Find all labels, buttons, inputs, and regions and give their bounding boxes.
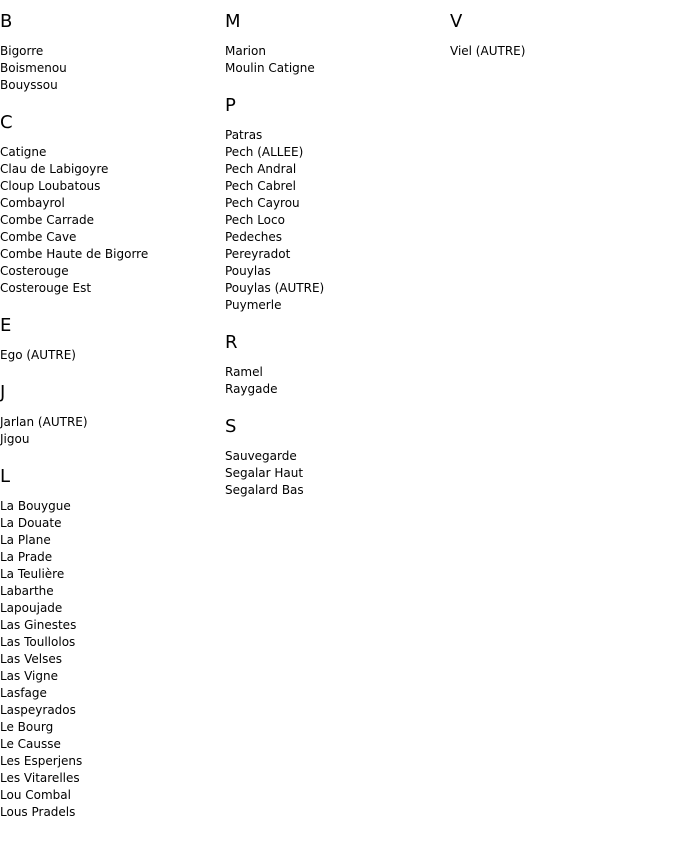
letter-heading-s: S [225, 416, 237, 437]
street-link[interactable]: Bouyssou [0, 78, 58, 92]
index-column-1 [0, 0, 225, 821]
list-item [0, 685, 225, 702]
list-item [225, 482, 450, 499]
list-item [0, 651, 225, 668]
street-link[interactable]: Lasfage [0, 686, 47, 700]
list-item [0, 212, 225, 229]
list-item [225, 161, 450, 178]
list-item [0, 178, 225, 195]
letter-group-r [225, 333, 450, 398]
list-item [225, 178, 450, 195]
street-link[interactable]: Pedeches [225, 230, 283, 244]
street-link[interactable]: Pech (ALLEE) [225, 145, 304, 159]
list-item [0, 263, 225, 280]
street-link[interactable]: Las Vigne [0, 669, 58, 683]
street-link[interactable]: La Plane [0, 533, 51, 547]
list-item [0, 515, 225, 532]
street-link[interactable]: Las Velses [0, 652, 62, 666]
list-item [0, 414, 225, 431]
street-link[interactable]: Labarthe [0, 584, 54, 598]
street-link[interactable]: Pech Cabrel [225, 179, 296, 193]
street-list [0, 414, 225, 448]
list-item [0, 736, 225, 753]
street-link[interactable]: Ramel [225, 365, 263, 379]
street-link[interactable]: Pech Cayrou [225, 196, 300, 210]
list-item [225, 364, 450, 381]
street-link[interactable]: Combe Carrade [0, 213, 94, 227]
list-item [225, 43, 450, 60]
street-link[interactable]: Las Ginestes [0, 618, 77, 632]
street-link[interactable]: Laspeyrados [0, 703, 76, 717]
letter-group-l [0, 467, 225, 821]
street-link[interactable]: Catigne [0, 145, 47, 159]
list-item [0, 431, 225, 448]
street-link[interactable]: Pech Andral [225, 162, 297, 176]
street-link[interactable]: Combe Haute de Bigorre [0, 247, 149, 261]
street-list [0, 498, 225, 821]
street-list [0, 347, 225, 364]
list-item [0, 566, 225, 583]
list-item [0, 804, 225, 821]
street-link[interactable]: Segalar Haut [225, 466, 304, 480]
list-item [0, 144, 225, 161]
street-link[interactable]: La Douate [0, 516, 62, 530]
street-link[interactable]: Pereyradot [225, 247, 291, 261]
letter-heading-p: P [225, 95, 236, 116]
list-item [0, 532, 225, 549]
list-item [0, 702, 225, 719]
street-link[interactable]: Pouylas (AUTRE) [225, 281, 325, 295]
street-link[interactable]: Les Esperjens [0, 754, 83, 768]
street-list [0, 43, 225, 94]
letter-group-e [0, 316, 225, 364]
list-item [0, 770, 225, 787]
street-link[interactable]: Pech Loco [225, 213, 285, 227]
list-item [0, 229, 225, 246]
letter-heading-m: M [225, 11, 241, 32]
street-link[interactable]: Moulin Catigne [225, 61, 315, 75]
street-link[interactable]: Clau de Labigoyre [0, 162, 109, 176]
street-list [450, 43, 675, 60]
list-item [0, 583, 225, 600]
letter-group-v [450, 12, 675, 60]
list-item [0, 600, 225, 617]
list-item [225, 144, 450, 161]
letter-heading-b: B [0, 11, 13, 32]
list-item [0, 787, 225, 804]
street-link[interactable]: Boismenou [0, 61, 67, 75]
list-item [225, 127, 450, 144]
street-link[interactable]: La Teulière [0, 567, 65, 581]
letter-group-b [0, 12, 225, 94]
letter-heading-c: C [0, 112, 13, 133]
street-link[interactable]: Lou Combal [0, 788, 71, 802]
letter-heading-e: E [0, 315, 12, 336]
list-item [0, 634, 225, 651]
street-link[interactable]: Pouylas [225, 264, 271, 278]
list-item [0, 719, 225, 736]
street-link[interactable]: Le Bourg [0, 720, 54, 734]
index-column-3 [450, 0, 675, 60]
letter-heading-r: R [225, 332, 238, 353]
letter-heading-l: L [0, 466, 11, 487]
street-link[interactable]: Sauvegarde [225, 449, 297, 463]
street-list [225, 448, 450, 499]
street-link[interactable]: Costerouge Est [0, 281, 92, 295]
list-item [0, 347, 225, 364]
street-link[interactable]: Costerouge [0, 264, 69, 278]
street-link[interactable]: Bigorre [0, 44, 44, 58]
street-link[interactable]: Jigou [0, 432, 30, 446]
letter-heading-v: V [450, 11, 463, 32]
list-item [0, 498, 225, 515]
street-link[interactable]: Patras [225, 128, 263, 142]
index-column-2 [225, 0, 450, 499]
letter-heading-j: J [0, 382, 6, 403]
street-link[interactable]: Les Vitarelles [0, 771, 80, 785]
street-link[interactable]: Cloup Loubatous [0, 179, 101, 193]
street-link[interactable]: Combayrol [0, 196, 65, 210]
letter-group-j [0, 383, 225, 448]
list-item [0, 753, 225, 770]
list-item [0, 161, 225, 178]
list-item [225, 246, 450, 263]
street-link[interactable]: Puymerle [225, 298, 282, 312]
list-item [0, 60, 225, 77]
letter-group-s [225, 417, 450, 499]
list-item [0, 668, 225, 685]
list-item [225, 465, 450, 482]
list-item [225, 448, 450, 465]
list-item [225, 212, 450, 229]
letter-group-c [0, 113, 225, 297]
list-item [0, 195, 225, 212]
letter-group-m [225, 12, 450, 77]
street-link[interactable]: Segalard Bas [225, 483, 304, 497]
list-item [0, 246, 225, 263]
street-list [0, 144, 225, 297]
list-item [0, 617, 225, 634]
list-item [0, 43, 225, 60]
street-list [225, 43, 450, 77]
list-item [0, 549, 225, 566]
street-link[interactable]: Lous Pradels [0, 805, 76, 819]
list-item [0, 280, 225, 297]
street-link[interactable]: Marion [225, 44, 266, 58]
street-link[interactable]: Las Toullolos [0, 635, 76, 649]
letter-group-p [225, 96, 450, 314]
list-item [225, 195, 450, 212]
street-link[interactable]: Raygade [225, 382, 278, 396]
street-link[interactable]: La Bouygue [0, 499, 71, 513]
street-link[interactable]: Combe Cave [0, 230, 77, 244]
list-item [225, 381, 450, 398]
list-item [0, 77, 225, 94]
list-item [225, 280, 450, 297]
list-item [225, 60, 450, 77]
street-list [225, 364, 450, 398]
street-link[interactable]: Lapoujade [0, 601, 63, 615]
street-link[interactable]: La Prade [0, 550, 53, 564]
street-link[interactable]: Viel (AUTRE) [450, 44, 526, 58]
list-item [225, 297, 450, 314]
list-item [225, 263, 450, 280]
list-item [450, 43, 675, 60]
street-link[interactable]: Le Causse [0, 737, 61, 751]
street-link[interactable]: Ego (AUTRE) [0, 348, 76, 362]
street-list [225, 127, 450, 314]
street-link[interactable]: Jarlan (AUTRE) [0, 415, 88, 429]
list-item [225, 229, 450, 246]
